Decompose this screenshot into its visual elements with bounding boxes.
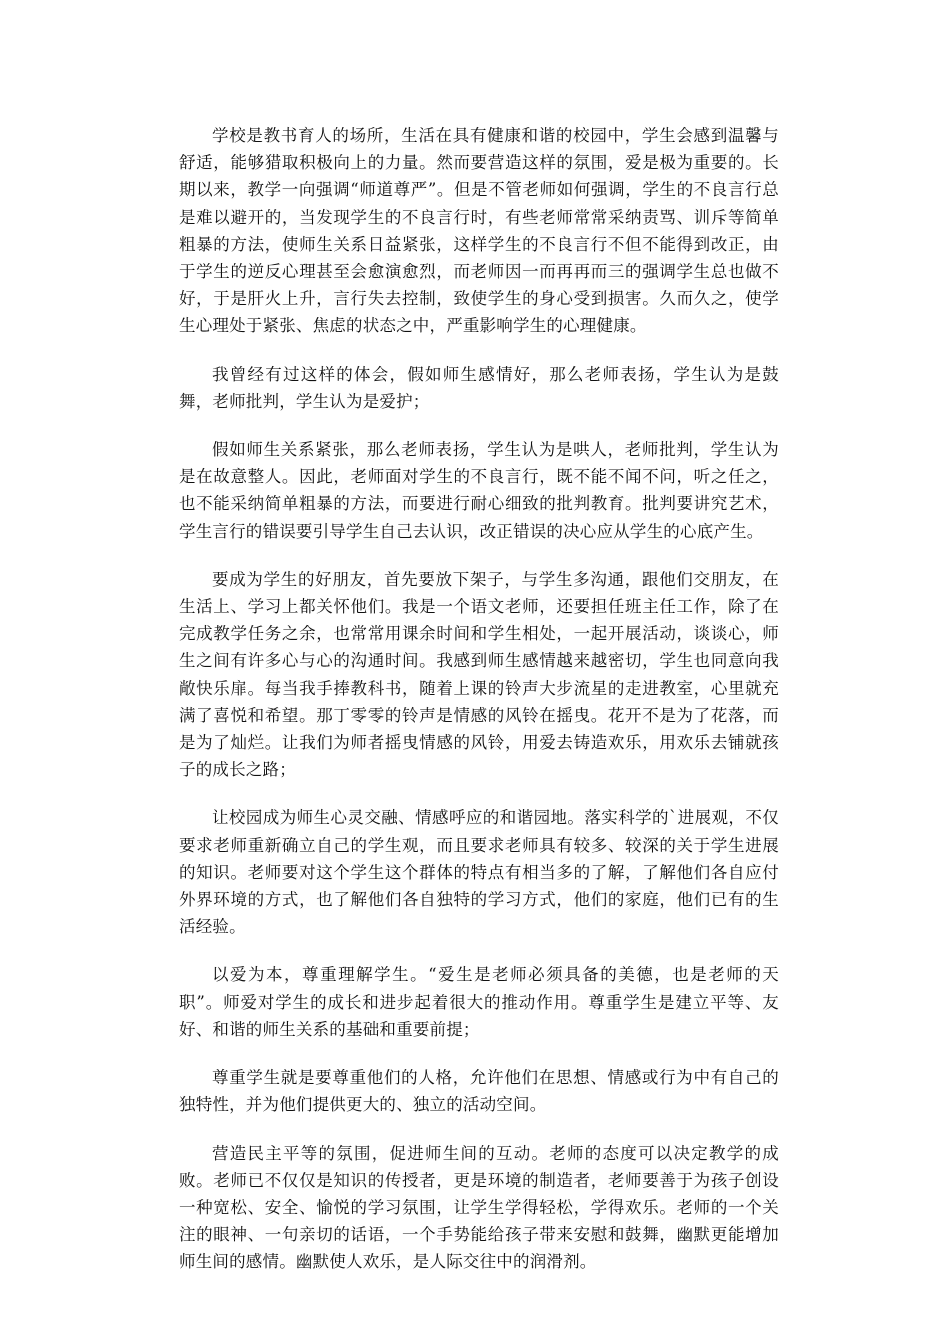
- document-body: [179, 122, 779, 1297]
- paragraph-6: 以爱为本，尊重理解学生。“爱生是老师必须具备的美德，也是老师的天职”。师爱对学生的成长和进步起着很大的推动作用。尊重学生是建立平等、友好、和谐的师生关系的基础和重要前提；: [179, 965, 779, 1039]
- paragraph-5: 让校园成为师生心灵交融、情感呼应的和谐园地。落实科学的`进展观，不仅要求老师重新确立自己的学生观，而且要求老师具有较多、较深的关于学生进展的知识。老师要对这个学生这个群体的特点有相当多的了解，了解他们各自应付外界环境的方式，也了解他们各自独特的学习方式，他们的家庭，他们已有的生活经验。: [179, 808, 779, 937]
- paragraph-1: 学校是教书育人的场所，生活在具有健康和谐的校园中，学生会感到温馨与舒适，能够猎取积极向上的力量。然而要营造这样的氛围，爱是极为重要的。长期以来，教学一向强调“师道尊严”。但是不管老师如何强调，学生的不良言行总是难以避开的，当发现学生的不良言行时，有些老师常常采纳责骂、训斥等简单粗暴的方法，使师生关系日益紧张，这样学生的不良言行不但不能得到改正，由于学生的逆反心理甚至会愈演愈烈，而老师因一而再再而三的强调学生总也做不好，于是肝火上升，言行失去控制，致使学生的身心受到损害。久而久之，使学生心理处于紧张、焦虑的状态之中，严重影响学生的心理健康。: [179, 126, 779, 336]
- paragraph-3: 假如师生关系紧张，那么老师表扬，学生认为是哄人，老师批判，学生认为是在故意整人。因此，老师面对学生的不良言行，既不能不闻不问，听之任之，也不能采纳简单粗暴的方法，而要进行耐心细致的批判教育。批判要讲究艺术，学生言行的错误要引导学生自己去认识，改正错误的决心应从学生的心底产生。: [179, 440, 779, 541]
- paragraph-8: 营造民主平等的氛围，促进师生间的互动。老师的态度可以决定教学的成败。老师已不仅仅是知识的传授者，更是环境的制造者，老师要善于为孩子创设一种宽松、安全、愉悦的学习氛围，让学生学得轻松，学得欢乐。老师的一个关注的眼神、一句亲切的话语，一个手势能给孩子带来安慰和鼓舞，幽默更能增加师生间的感情。幽默使人欢乐，是人际交往中的润滑剂。: [179, 1143, 779, 1272]
- paragraph-7: 尊重学生就是要尊重他们的人格，允许他们在思想、情感或行为中有自己的独特性，并为他们提供更大的、独立的活动空间。: [179, 1068, 779, 1115]
- paragraph-4: 要成为学生的好朋友，首先要放下架子，与学生多沟通，跟他们交朋友，在生活上、学习上都关怀他们。我是一个语文老师，还要担任班主任工作，除了在完成教学任务之余，也常常用课余时间和学生相处，一起开展活动，谈谈心，师生之间有许多心与心的沟通时间。我感到师生感情越来越密切，学生也同意向我敞快乐扉。每当我手捧教科书，随着上课的铃声大步流星的走进教室，心里就充满了喜悦和希望。那丁零零的铃声是情感的风铃在摇曳。花开不是为了花落，而是为了灿烂。让我们为师者摇曳情感的风铃，用爱去铸造欢乐，用欢乐去铺就孩子的成长之路；: [179, 569, 779, 780]
- paragraph-2: 我曾经有过这样的体会，假如师生感情好，那么老师表扬，学生认为是鼓舞，老师批判，学生认为是爱护；: [179, 364, 779, 411]
